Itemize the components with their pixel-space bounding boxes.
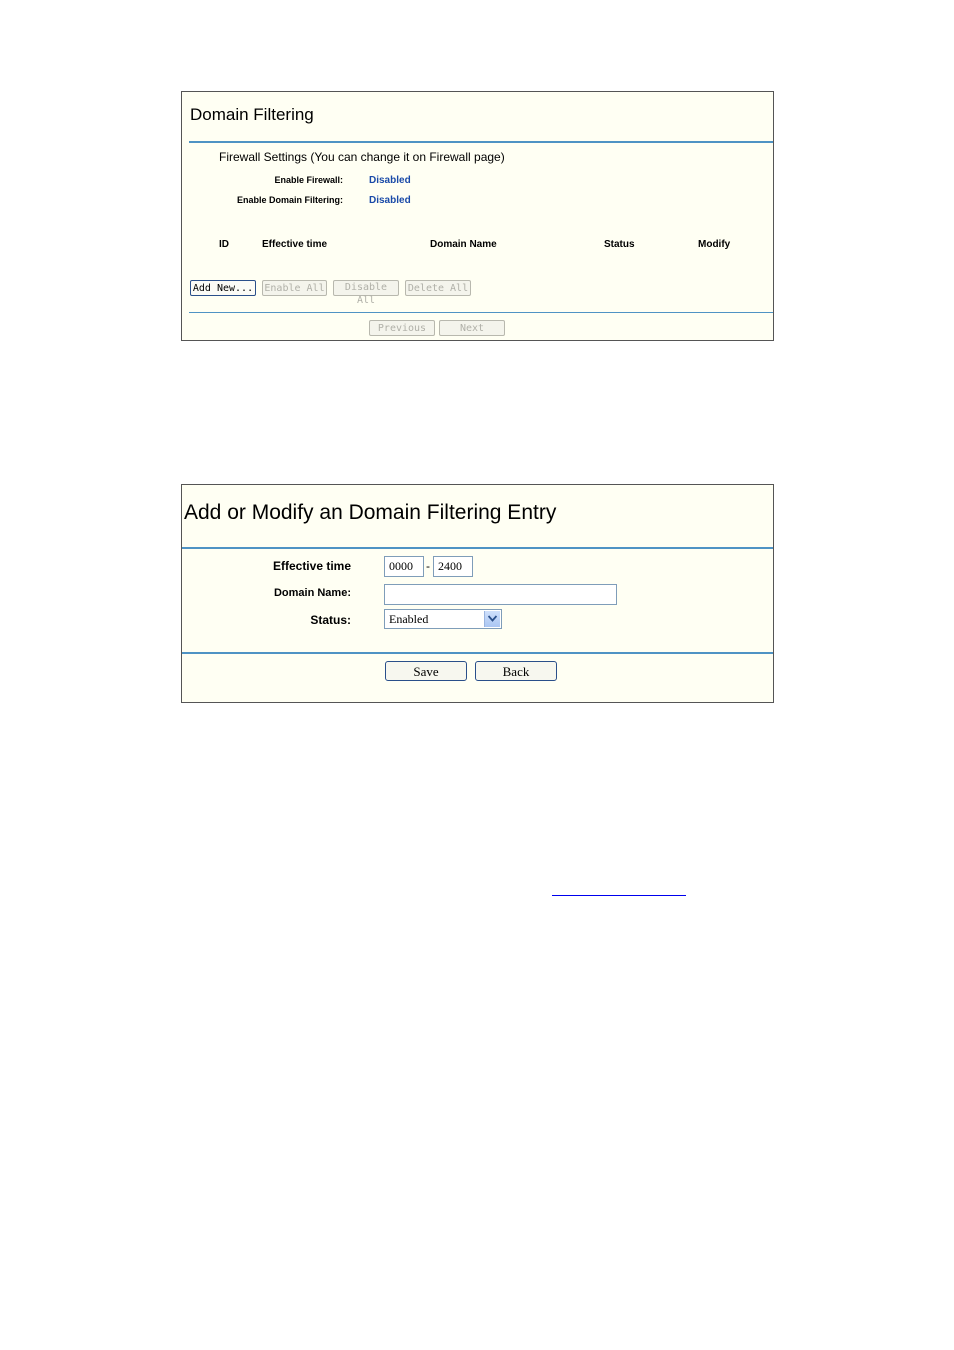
- form-title: Add or Modify an Domain Filtering Entry: [184, 501, 557, 524]
- status-select[interactable]: [384, 609, 502, 629]
- column-header-id: ID: [219, 239, 229, 250]
- time-separator: -: [426, 559, 430, 573]
- firewall-settings-heading: Firewall Settings (You can change it on Firewall page): [219, 150, 505, 164]
- domain-name-label: Domain Name:: [273, 587, 351, 599]
- column-header-modify: Modify: [698, 239, 731, 250]
- domain-name-input[interactable]: [384, 584, 617, 605]
- enable-firewall-label: Enable Firewall:: [274, 175, 343, 185]
- start-time-input[interactable]: 0000: [384, 556, 424, 577]
- domain-filtering-panel: [181, 91, 774, 341]
- panel-title: Domain Filtering: [190, 105, 314, 124]
- status-label: Status:: [310, 613, 351, 627]
- end-time-input[interactable]: 2400: [433, 556, 473, 577]
- add-new-button[interactable]: Add New...: [190, 280, 256, 296]
- column-header-status: Status: [604, 239, 635, 250]
- form-title-divider: [182, 547, 773, 549]
- previous-button[interactable]: Previous: [369, 320, 435, 336]
- title-divider: [189, 141, 773, 143]
- delete-all-button[interactable]: Delete All: [405, 280, 471, 296]
- enable-domain-filtering-value: Disabled: [369, 195, 411, 206]
- column-header-effective-time: Effective time: [262, 239, 328, 250]
- entry-form-panel: [181, 484, 774, 703]
- form-footer-divider: [182, 652, 773, 654]
- effective-time-label: Effective time: [272, 559, 351, 573]
- enable-all-button[interactable]: Enable All: [262, 280, 327, 296]
- status-select-value: Enabled: [389, 612, 429, 626]
- back-button[interactable]: Back: [475, 661, 557, 681]
- column-header-domain-name: Domain Name: [430, 239, 497, 250]
- footer-divider: [189, 312, 773, 313]
- chevron-down-icon[interactable]: [484, 611, 500, 627]
- enable-domain-filtering-label: Enable Domain Filtering:: [236, 195, 343, 205]
- save-button[interactable]: Save: [385, 661, 467, 681]
- next-button[interactable]: Next: [439, 320, 505, 336]
- disable-all-button[interactable]: Disable All: [333, 280, 399, 296]
- enable-firewall-value: Disabled: [369, 175, 411, 186]
- hyperlink-underline[interactable]: [552, 895, 686, 896]
